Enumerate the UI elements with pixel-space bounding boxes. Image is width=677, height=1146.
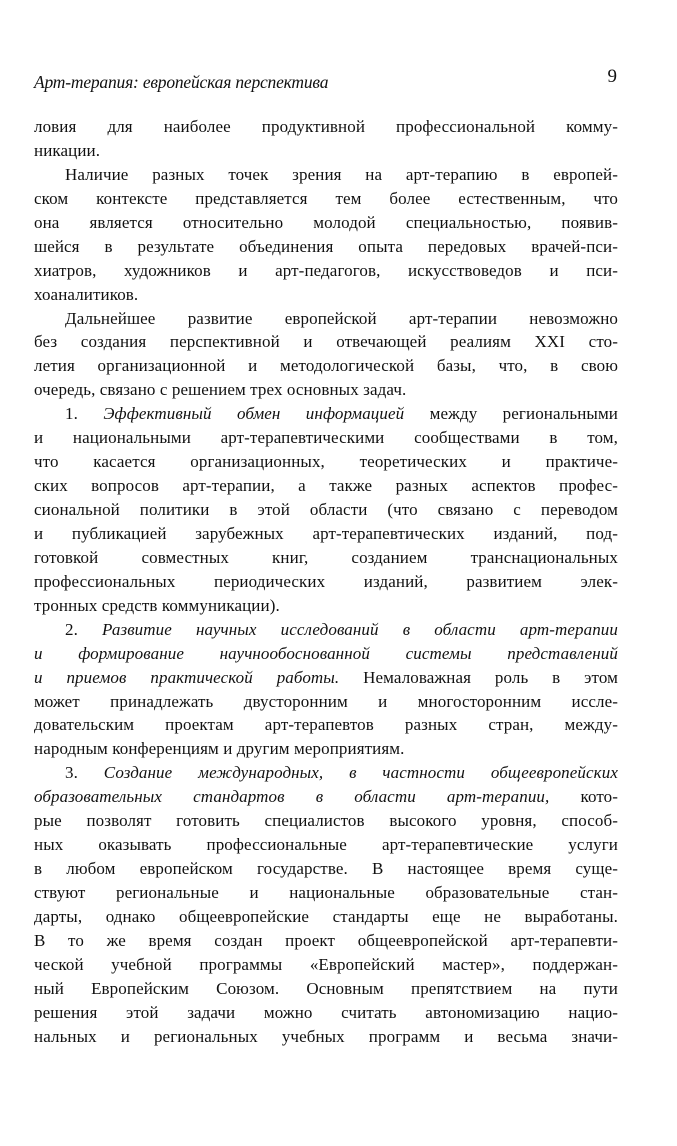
text-segment: дарты, однако общеевропейские стандарты еще не выработаны. [34, 906, 618, 926]
text-segment: рые позволят готовить специалистов высокого уровня, способ- [34, 811, 618, 831]
text-line [34, 426, 618, 450]
text-line [34, 953, 618, 977]
text-segment: летия организационной и методологической базы, что, в свою [34, 356, 618, 376]
text-line [34, 857, 618, 881]
text-segment: хоаналитиков. [34, 284, 139, 304]
text-line [34, 1025, 618, 1049]
running-title: Арт-терапия: европейская перспектива [34, 72, 329, 92]
text-segment: ческой учебной программы «Европейский мастер», поддержан- [34, 954, 618, 974]
text-segment: готовкой совместных книг, созданием транснациональных [34, 547, 618, 567]
text-line [34, 737, 618, 761]
text-segment: ском контексте представляется тем более естественным, что [34, 188, 618, 208]
text-line [34, 690, 618, 714]
text-segment: ловия для наиболее продуктивной профессиональной комму- [34, 117, 618, 136]
text-segment: она является относительно молодой специальностью, появив- [34, 212, 618, 232]
text-line [34, 235, 618, 259]
text-segment: решения этой задачи можно считать автономизацию нацио- [34, 1002, 618, 1022]
text-line [34, 402, 618, 426]
text-segment: без создания перспективной и отвечающей реалиям XXI сто- [34, 332, 618, 352]
text-line [34, 283, 618, 307]
text-line [34, 570, 618, 594]
text-segment: тронных средств коммуникации). [34, 595, 280, 615]
italic-text: Создание международных, в частности общеевропейских [103, 763, 618, 783]
italic-text: Эффективный обмен информацией [103, 404, 405, 424]
text-segment: сиональной политики в этой области (что связано с переводом [34, 500, 618, 519]
text-line [34, 474, 618, 498]
text-line [34, 163, 618, 187]
running-header [34, 66, 619, 98]
text-segment: довательским проектам арт-терапевтов разных стран, между- [34, 715, 618, 735]
text-segment: Дальнейшее развитие европейской арт-терапии невозможно [65, 308, 618, 328]
text-line [34, 713, 618, 737]
text-segment: что касается организационных, теоретических и практиче- [34, 452, 618, 472]
text-line [34, 115, 618, 139]
text-line [34, 761, 618, 785]
text-segment: профессиональных периодических изданий, развитием элек- [34, 571, 618, 591]
text-line [34, 187, 618, 211]
text-line [34, 330, 618, 354]
text-segment: шейся в результате объединения опыта передовых врачей-пси- [34, 236, 618, 256]
text-line [34, 1001, 618, 1025]
text-segment: кото- [549, 787, 618, 807]
text-line [34, 450, 618, 474]
text-line [34, 522, 618, 546]
text-line [34, 139, 618, 163]
text-segment: и публикацией зарубежных арт-терапевтических изданий, под- [34, 523, 618, 543]
text-line [34, 378, 618, 402]
text-segment: 2. [65, 619, 103, 639]
text-segment: ных оказывать профессиональные арт-терапевтические услуги [34, 835, 618, 855]
page-number: 9 [607, 66, 617, 87]
italic-text: образовательных стандартов в области арт-терапии, [34, 787, 550, 807]
text-segment: ствуют региональные и национальные образовательные стан- [34, 883, 618, 902]
text-line [34, 977, 618, 1001]
text-segment: между региональными [404, 404, 618, 424]
text-line [34, 809, 618, 833]
text-line [34, 546, 618, 570]
text-line [34, 354, 618, 378]
text-segment: 1. [65, 404, 104, 424]
text-segment: нальных и региональных учебных программ и весьма значи- [34, 1026, 618, 1046]
text-line [34, 929, 618, 953]
text-line [34, 642, 618, 666]
text-segment: и национальными арт-терапевтическими сообществами в том, [34, 428, 618, 448]
text-line [34, 666, 618, 690]
text-segment: народным конференциям и другим мероприятиям. [34, 739, 405, 759]
text-line [34, 259, 618, 283]
text-segment: никации. [34, 140, 101, 160]
text-segment: хиатров, художников и арт-педагогов, искусствоведов и пси- [34, 260, 618, 280]
text-line [34, 307, 618, 331]
text-segment: В то же время создан проект общеевропейской арт-терапевти- [34, 930, 618, 950]
text-line [34, 498, 618, 522]
text-line [34, 881, 618, 905]
body-text [34, 115, 618, 1049]
text-segment: ный Европейским Союзом. Основным препятствием на пути [34, 978, 618, 998]
text-segment: в любом европейском государстве. В настоящее время суще- [34, 859, 618, 879]
text-line [34, 905, 618, 929]
text-line [34, 785, 618, 809]
text-line [34, 618, 618, 642]
text-line [34, 594, 618, 618]
text-segment: 3. [65, 763, 104, 783]
text-segment: Немаловажная роль в этом [339, 667, 618, 687]
text-segment: очередь, связано с решением трех основных задач. [34, 380, 407, 400]
italic-text: и формирование научнообоснованной системы представлений [34, 643, 618, 663]
text-line [34, 833, 618, 857]
text-segment: ских вопросов арт-терапии, а также разных аспектов профес- [34, 476, 618, 496]
text-segment: Наличие разных точек зрения на арт-терапию в европей- [65, 164, 618, 184]
italic-text: Развитие научных исследований в области арт-терапии [102, 619, 618, 639]
italic-text: и приемов практической работы. [34, 667, 340, 687]
text-segment: может принадлежать двусторонним и многосторонним иссле- [34, 691, 618, 711]
text-line [34, 211, 618, 235]
